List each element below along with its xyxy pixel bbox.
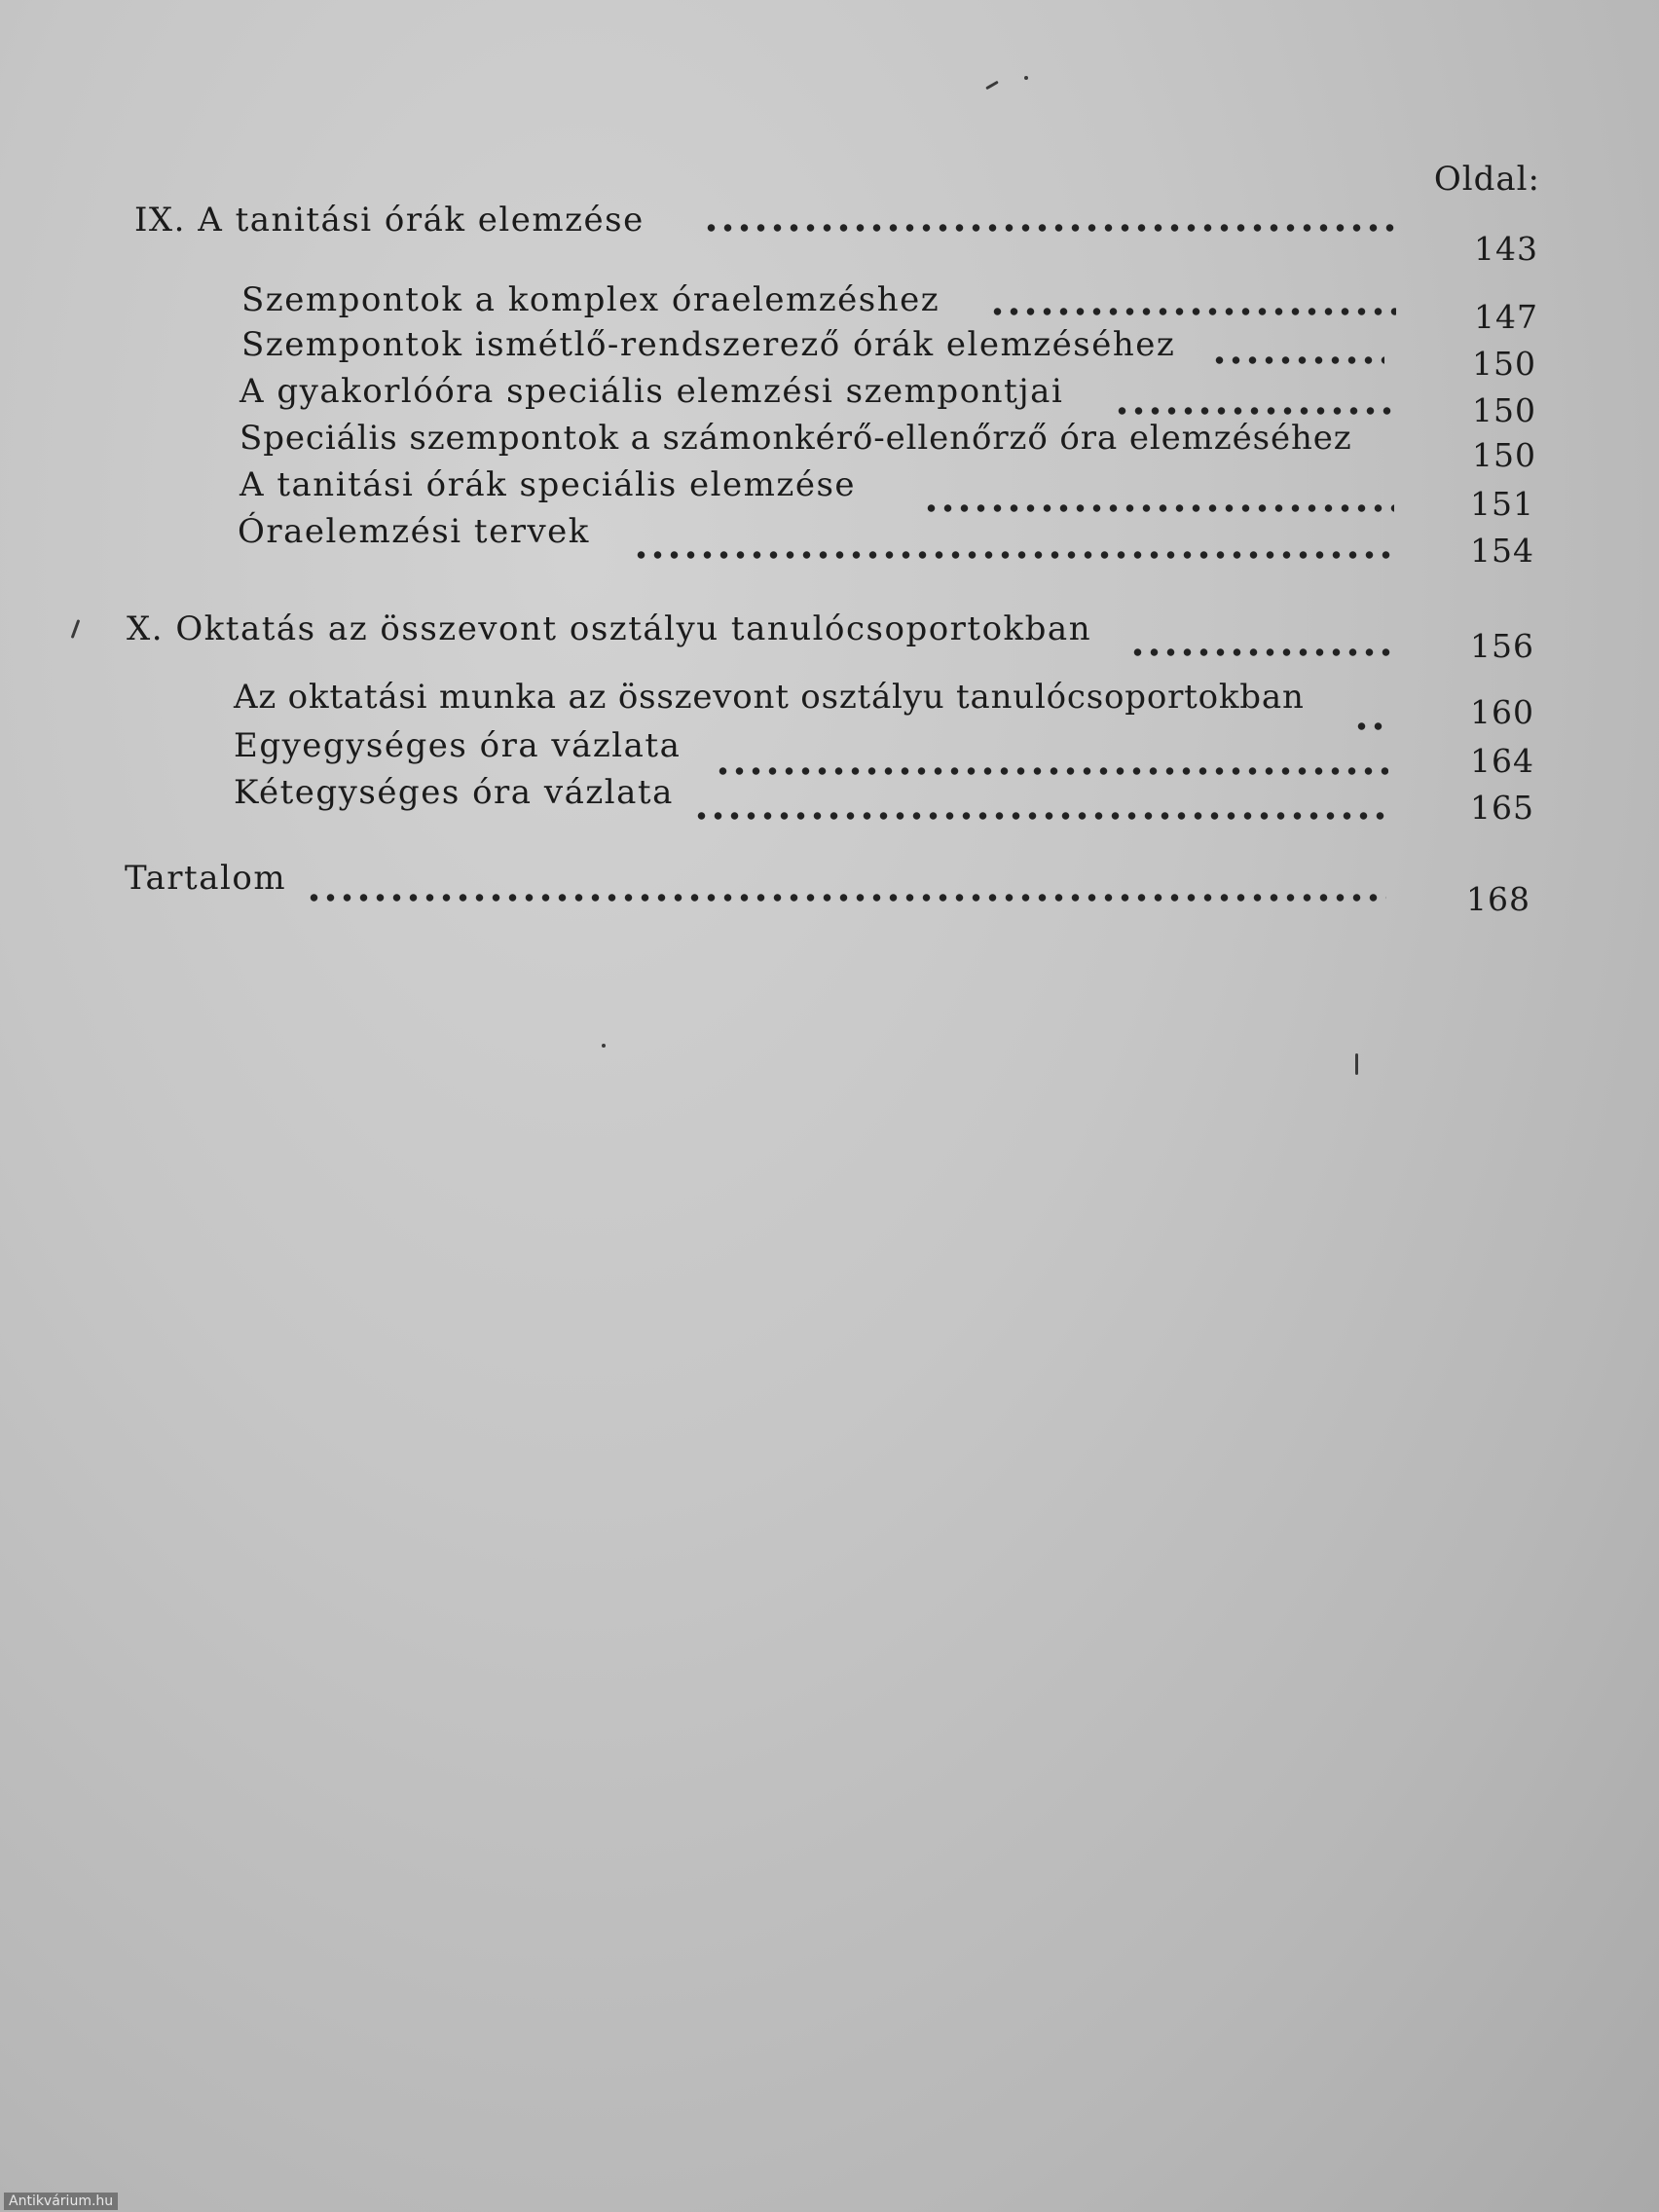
toc-entry-title: X. Oktatás az összevont osztályu tanulócsoportokban [127,609,1092,648]
toc-entry-page: 154 [1470,532,1534,570]
toc-item [0,773,1659,827]
toc-entry-page: 160 [1470,693,1534,731]
toc-entry-page: 143 [1474,230,1538,268]
toc-item [0,512,1659,570]
toc-entry-title: Egyegységes óra vázlata [234,726,682,765]
scan-speck [602,1044,606,1048]
toc-section-heading [0,859,1659,918]
toc-entry-page: 151 [1470,485,1534,523]
toc-item [0,678,1659,731]
dot-leader [693,810,1388,822]
toc-entry-page: 164 [1470,742,1534,780]
scan-speck [1024,76,1028,80]
toc-entry-title: Szempontok a komplex óraelemzéshez [241,280,940,319]
toc-entry-page: 150 [1472,391,1536,429]
toc-entry-title: Speciális szempontok a számonkérő-ellenőrző óra elemzéséhez [240,419,1352,458]
toc-section-heading [0,609,1659,665]
scan-speck [985,81,999,91]
toc-item [0,325,1659,383]
toc-item [0,280,1659,336]
toc-entry-title: Kétegységes óra vázlata [234,773,674,812]
toc-entry-title: Tartalom [125,859,287,898]
toc-entry-title: A gyakorlóóra speciális elemzési szempontjai [240,372,1064,411]
watermark: Antikvárium.hu [4,2193,118,2210]
toc-entry-page: 150 [1472,436,1536,474]
toc-entry-title: Az oktatási munka az összevont osztályu tanulócsoportokban [234,678,1305,717]
toc-section-heading [0,201,1659,268]
toc-entry-title: A tanitási órák speciális elemzése [240,465,857,504]
toc-entry-title: IX. A tanitási órák elemzése [134,201,645,240]
toc-entry-page: 147 [1474,298,1538,336]
dot-leader [306,892,1386,903]
toc-entry-title: Óraelemzési tervek [238,512,590,551]
toc-entry-page: 150 [1472,345,1536,383]
toc-item [0,419,1659,474]
toc-entry-title: Szempontok ismétlő-rendszerező órák elemzéséhez [241,325,1176,364]
toc-item [0,465,1659,523]
page-column-label: Oldal: [1433,160,1540,199]
scan-speck [1355,1053,1358,1075]
dot-leader [1114,405,1396,417]
dot-leader [989,306,1396,317]
toc-entry-page: 168 [1466,880,1530,918]
dot-leader [1211,354,1384,366]
dot-leader [703,222,1396,234]
toc-entry-page: 165 [1470,789,1534,827]
toc-item [0,372,1659,429]
toc-item [0,726,1659,780]
dot-leader [633,549,1394,561]
toc-entry-page: 156 [1470,627,1534,665]
dot-leader [1129,646,1390,658]
